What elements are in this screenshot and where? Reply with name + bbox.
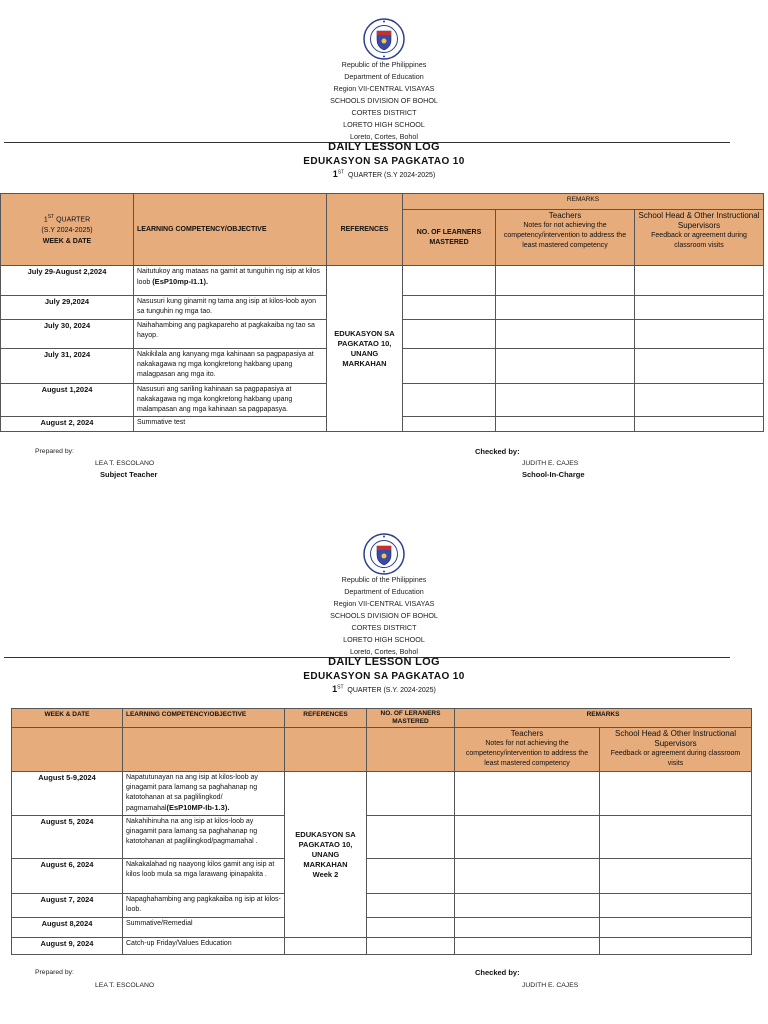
teachers-cell[interactable]	[455, 918, 600, 938]
checked-by-label: Checked by:	[475, 968, 520, 977]
checked-by-label: Checked by:	[475, 447, 520, 456]
row-competency: Nakahihinuha na ang isip at kilos-loob ay ginagamit para lamang sa paghahanap ng katotohanan at paglilingkod/pagmamahal .	[123, 816, 285, 859]
header-line: CORTES DISTRICT	[351, 108, 417, 117]
references-cell: EDUKASYON SA PAGKATAO 10, UNANG MARKAHAN	[327, 266, 403, 432]
header-line: Department of Education	[344, 72, 424, 81]
row-date: August 6, 2024	[12, 859, 123, 894]
learners-cell[interactable]	[367, 938, 455, 955]
teachers-cell[interactable]	[455, 859, 600, 894]
row-date: August 1,2024	[1, 384, 134, 417]
row-date: August 5, 2024	[12, 816, 123, 859]
school-head-cell[interactable]	[635, 349, 764, 384]
header-line: Loreto, Cortes, Bohol	[350, 647, 418, 656]
checker-role: School-In-Charge	[522, 470, 585, 479]
teachers-cell[interactable]	[455, 894, 600, 918]
learners-cell[interactable]	[403, 296, 496, 320]
table-row	[12, 918, 752, 938]
teachers-cell[interactable]	[496, 320, 635, 349]
teachers-cell[interactable]	[496, 296, 635, 320]
learners-mastered-header: NO. OF LERANERS MASTERED	[367, 709, 455, 728]
row-date: July 31, 2024	[1, 349, 134, 384]
school-head-cell[interactable]	[635, 320, 764, 349]
row-competency: Nakikilala ang kanyang mga kahinaan sa pagpapasiya at nakakagawa ng mga kongkretong hakbang upang malagpasan ang mga ito.	[134, 349, 327, 384]
teachers-cell[interactable]	[455, 938, 600, 955]
prepared-by-label: Prepared by:	[35, 448, 74, 455]
row-date: July 29,2024	[1, 296, 134, 320]
page-title: DAILY LESSON LOG	[328, 141, 440, 153]
learners-cell[interactable]	[367, 918, 455, 938]
teachers-cell[interactable]	[455, 772, 600, 816]
header-line: SCHOOLS DIVISION OF BOHOL	[330, 611, 438, 620]
school-head-cell[interactable]	[600, 894, 752, 918]
learners-cell[interactable]	[367, 772, 455, 816]
learners-cell[interactable]	[367, 816, 455, 859]
learners-cell[interactable]	[403, 320, 496, 349]
week-date-header: 1ST QUARTER (S.Y 2024-2025) WEEK & DATE	[1, 194, 134, 266]
preparer-role: Subject Teacher	[100, 470, 158, 479]
school-header	[0, 59, 768, 143]
references-header: REFERENCES	[285, 709, 367, 728]
page-title: DAILY LESSON LOG	[328, 656, 440, 668]
header-line: Region VII-CENTRAL VISAYAS	[333, 599, 435, 608]
learners-cell[interactable]	[403, 266, 496, 296]
table-row	[12, 894, 752, 918]
competency-header: LEARNING COMPETENCY/OBJECTIVE	[134, 194, 327, 266]
teachers-cell[interactable]	[496, 417, 635, 432]
row-competency: Summative test	[134, 417, 327, 432]
school-header	[0, 574, 768, 658]
row-date: August 5-9,2024	[12, 772, 123, 816]
row-competency: Nakakalahad ng naayong kilos gamit ang isip at kilos loob mula sa mga larawang ipinapakita .	[123, 859, 285, 894]
table-row	[12, 816, 752, 859]
row-competency: Naihahambing ang pagkapareho at pagkakaiba ng tao sa hayop.	[134, 320, 327, 349]
row-competency: Napatutunayan na ang isip at kilos-loob ay ginagamit para lamang sa paghahanap ng katotohanan at sa paglilingkod/ pagmamahal(EsP10MP-Ib-1.3).	[123, 772, 285, 816]
header-line: Region VII-CENTRAL VISAYAS	[333, 84, 435, 93]
learners-cell[interactable]	[367, 859, 455, 894]
school-head-cell[interactable]	[600, 918, 752, 938]
row-competency: Napaghahambing ang pagkakaiba ng isip at kilos-loob.	[123, 894, 285, 918]
quarter-line: 1ST QUARTER (S.Y 2024-2025)	[332, 169, 436, 179]
deped-seal-icon	[363, 18, 405, 60]
lesson-log-table	[11, 708, 752, 955]
prepared-by-label: Prepared by:	[35, 969, 74, 976]
subject-title: EDUKASYON SA PAGKATAO 10	[303, 156, 465, 167]
school-head-header: School Head & Other Instructional Supervisors Feedback or agreement during classroom visits	[600, 728, 752, 772]
preparer-name: LEA T. ESCOLANO	[95, 982, 155, 989]
competency-header: LEARNING COMPETENCY/OBJECTIVE	[123, 709, 285, 728]
learners-cell[interactable]	[403, 417, 496, 432]
table-row	[12, 938, 752, 955]
row-date: August 2, 2024	[1, 417, 134, 432]
header-line: Republic of the Philippines	[341, 60, 427, 69]
deped-seal-icon	[363, 533, 405, 575]
references-header: REFERENCES	[327, 194, 403, 266]
row-competency: Nasusuri ang sariling kahinaan sa pagpapasiya at nakakagawa ng mga kongkretong hakbang upang malampasan ang mga kahinaan sa pagpapasya.	[134, 384, 327, 417]
row-competency: Summative/Remedial	[123, 918, 285, 938]
checker-name: JUDITH E. CAJES	[522, 982, 579, 989]
references-cell: EDUKASYON SA PAGKATAO 10, UNANG MARKAHAN Week 2	[285, 772, 367, 938]
row-competency: Naitutukoy ang mataas na gamit at tunguhin ng isip at kilos loob (EsP10mp-I1.1).	[134, 266, 327, 296]
header-line: Republic of the Philippines	[341, 575, 427, 584]
school-head-cell[interactable]	[600, 859, 752, 894]
school-head-cell[interactable]	[635, 417, 764, 432]
school-head-cell[interactable]	[600, 816, 752, 859]
competency-header-blank	[123, 728, 285, 772]
row-date: July 30, 2024	[1, 320, 134, 349]
teachers-header: Teachers Notes for not achieving the competency/intervention to address the least mastered competency	[455, 728, 600, 772]
table-row	[1, 266, 764, 296]
row-date: August 9, 2024	[12, 938, 123, 955]
row-date: July 29-August 2,2024	[1, 266, 134, 296]
row-date: August 8,2024	[12, 918, 123, 938]
quarter-line: 1ST QUARTER (S.Y. 2024-2025)	[332, 684, 436, 694]
learners-mastered-header: NO. OF LEARNERS MASTERED	[403, 210, 496, 266]
school-head-cell[interactable]	[600, 938, 752, 955]
table-row	[12, 859, 752, 894]
learners-cell[interactable]	[403, 349, 496, 384]
references-header-blank	[285, 728, 367, 772]
teachers-cell[interactable]	[496, 384, 635, 417]
teachers-cell[interactable]	[455, 816, 600, 859]
school-head-cell[interactable]	[635, 296, 764, 320]
header-line: LORETO HIGH SCHOOL	[343, 635, 425, 644]
row-competency: Nasusuri kung ginamit ng tama ang isip at kilos-loob ayon sa tunguhin ng mga tao.	[134, 296, 327, 320]
header-line: SCHOOLS DIVISION OF BOHOL	[330, 96, 438, 105]
header-line: CORTES DISTRICT	[351, 623, 417, 632]
teachers-header: Teachers Notes for not achieving the competency/intervention to address the least mastered competency	[496, 210, 635, 266]
header-line: Department of Education	[344, 587, 424, 596]
header-line: Loreto, Cortes, Bohol	[350, 132, 418, 141]
school-head-cell[interactable]	[635, 266, 764, 296]
learners-header-blank	[367, 728, 455, 772]
preparer-name: LEA T. ESCOLANO	[95, 460, 155, 467]
lesson-log-table	[0, 193, 764, 432]
teachers-cell[interactable]	[496, 349, 635, 384]
school-head-cell[interactable]	[635, 384, 764, 417]
subject-title: EDUKASYON SA PAGKATAO 10	[303, 671, 465, 682]
header-line: LORETO HIGH SCHOOL	[343, 120, 425, 129]
school-head-cell[interactable]	[600, 772, 752, 816]
row-competency: Catch-up Friday/Values Education	[123, 938, 285, 955]
remarks-header: REMARKS	[403, 194, 764, 210]
school-head-header: School Head & Other Instructional Supervisors Feedback or agreement during classroom visits	[635, 210, 764, 266]
learners-cell[interactable]	[403, 384, 496, 417]
week-date-header-blank	[12, 728, 123, 772]
learners-cell[interactable]	[367, 894, 455, 918]
week-date-header: WEEK & DATE	[12, 709, 123, 728]
row-date: August 7, 2024	[12, 894, 123, 918]
checker-name: JUDITH E. CAJES	[522, 460, 579, 467]
remarks-header: REMARKS	[455, 709, 752, 728]
teachers-cell[interactable]	[496, 266, 635, 296]
references-cell-empty	[285, 938, 367, 955]
table-row	[12, 772, 752, 816]
